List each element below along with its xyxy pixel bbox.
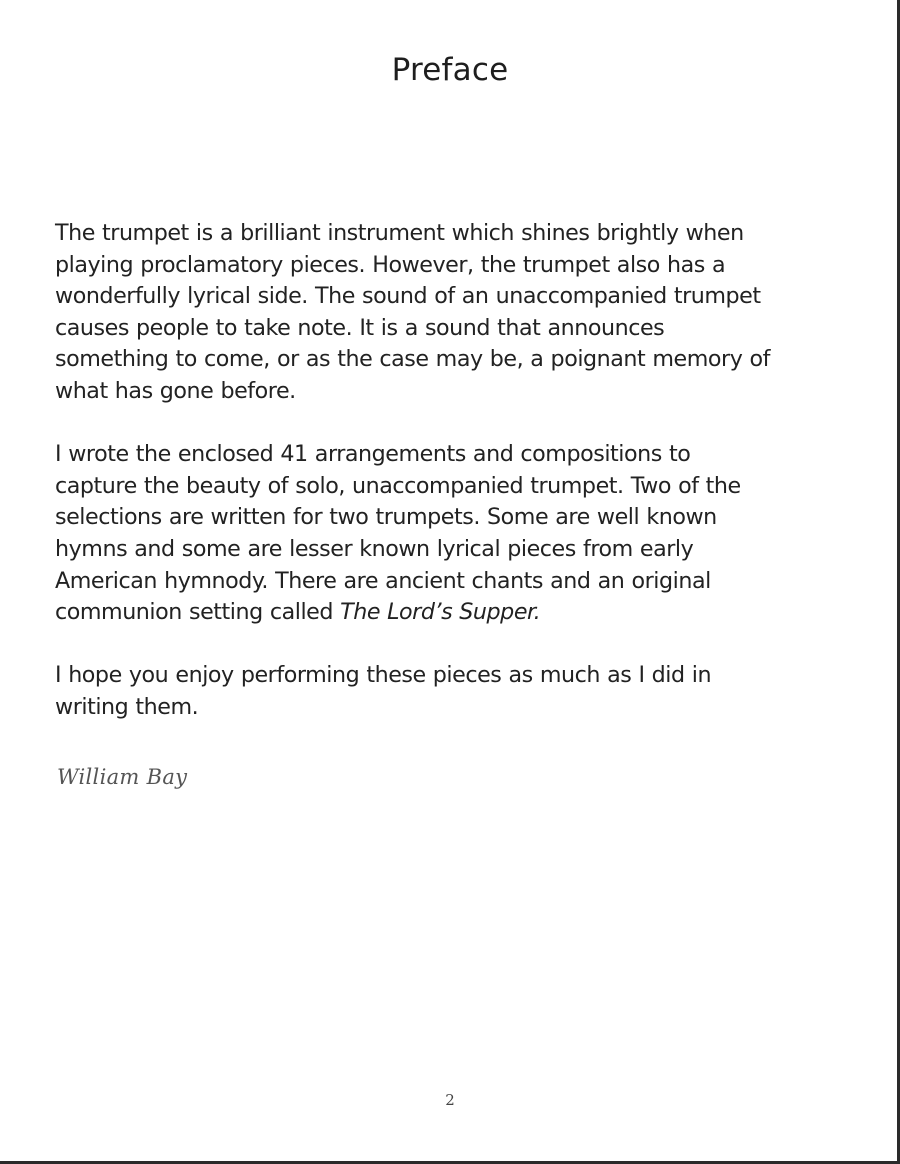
paragraph-1: The trumpet is a brilliant instrument which shines brightly when playing proclamatory pieces. However, the trumpet also has a wonderfully lyrical side. The sound of an unaccompanied trumpet causes people to take note. It is a sound that announces something to come, or as the case may be, a poignant memory of what has gone before. [55, 220, 770, 404]
work-title: The Lord’s Supper. [340, 599, 541, 626]
page-number: 2 [445, 1091, 455, 1109]
paragraph-2 [55, 439, 865, 629]
preface-body [55, 218, 865, 755]
paragraph-3: I hope you enjoy performing these pieces as much as I did in writing them. [55, 662, 712, 720]
paragraph-2-text: I wrote the enclosed 41 arrangements and compositions to capture the beauty of solo, unaccompanied trumpet. Two of the selections are written for two trumpets. Some are well known hymns and some are lesser known lyrical pieces from early American hymnody. There are ancient chants and an original communion setting called [55, 441, 741, 626]
page-title: Preface [391, 52, 509, 88]
author-signature: William Bay [57, 765, 188, 789]
